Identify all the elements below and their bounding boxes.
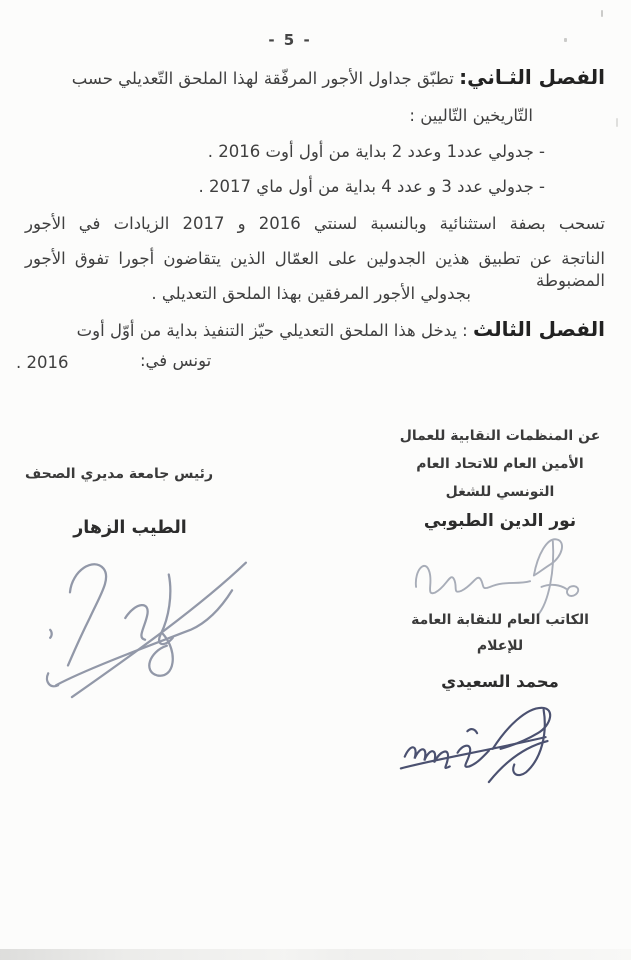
press-signatory-title: رئيس جامعة مديري الصحف xyxy=(24,466,213,482)
scan-page-edge xyxy=(0,949,631,960)
effective-year: 2016 . xyxy=(16,353,69,372)
signature-taboubi xyxy=(398,528,588,623)
union-signatory-line-2: الأمين العام للاتحاد العام xyxy=(416,456,584,472)
media-secretary-line-1: الكاتب العام للنقابة العامة xyxy=(411,612,589,628)
chapter-3-heading: الفصل الثالث xyxy=(472,317,605,341)
bullet-schedule-1-2: - جدولي عدد1 وعدد 2 بداية من أول أوت 2016 . xyxy=(207,142,545,161)
signature-saidi xyxy=(398,698,566,786)
chapter-2-line-1 xyxy=(72,64,605,91)
exception-paragraph-line-3: بجدولي الأجور المرفقين بهذا الملحق التعديلي . xyxy=(151,284,471,303)
chapter-3-text: : يدخل هذا الملحق التعديلي حيّز التنفيذ بداية من أوّل أوت xyxy=(76,321,473,340)
scan-artifact xyxy=(601,10,603,17)
signature-zahar xyxy=(42,535,260,703)
exception-paragraph-line-1: تسحب بصفة استثنائية وبالنسبة لسنتي 2016 و 2017 الزيادات في الأجور xyxy=(25,214,605,233)
exception-paragraph-line-2: الناتجة عن تطبيق هذين الجدولين على العمّال الذين يتقاضون أجورا تفوق الأجور المضبوطة xyxy=(25,249,605,291)
chapter-3-line-1 xyxy=(77,316,605,343)
chapter-2-text: تطبّق جداول الأجور المرفّقة لهذا الملحق التّعديلي حسب xyxy=(71,69,460,88)
union-signatory-line-1: عن المنظمات النقابية للعمال xyxy=(399,428,601,444)
chapter-2-heading: الفصل الثـاني: xyxy=(459,65,605,89)
scan-artifact xyxy=(616,118,618,127)
chapter-2-line-2: التّاريخين التّاليين : xyxy=(409,106,533,125)
signatory-name-zahar: الطيب الزهار xyxy=(73,518,187,538)
signatory-name-saidi: محمد السعيدي xyxy=(441,672,559,691)
union-signatory-line-3: التونسي للشغل xyxy=(445,484,555,500)
place-date-label: تونس في: xyxy=(140,351,212,370)
page-number: - 5 - xyxy=(268,31,312,49)
bullet-schedule-3-4: - جدولي عدد 3 و عدد 4 بداية من أول ماي 2017 . xyxy=(198,177,545,196)
scan-artifact xyxy=(564,38,567,42)
signatory-name-taboubi: نور الدين الطبوبي xyxy=(423,511,577,531)
media-secretary-line-2: للإعلام xyxy=(476,638,524,654)
